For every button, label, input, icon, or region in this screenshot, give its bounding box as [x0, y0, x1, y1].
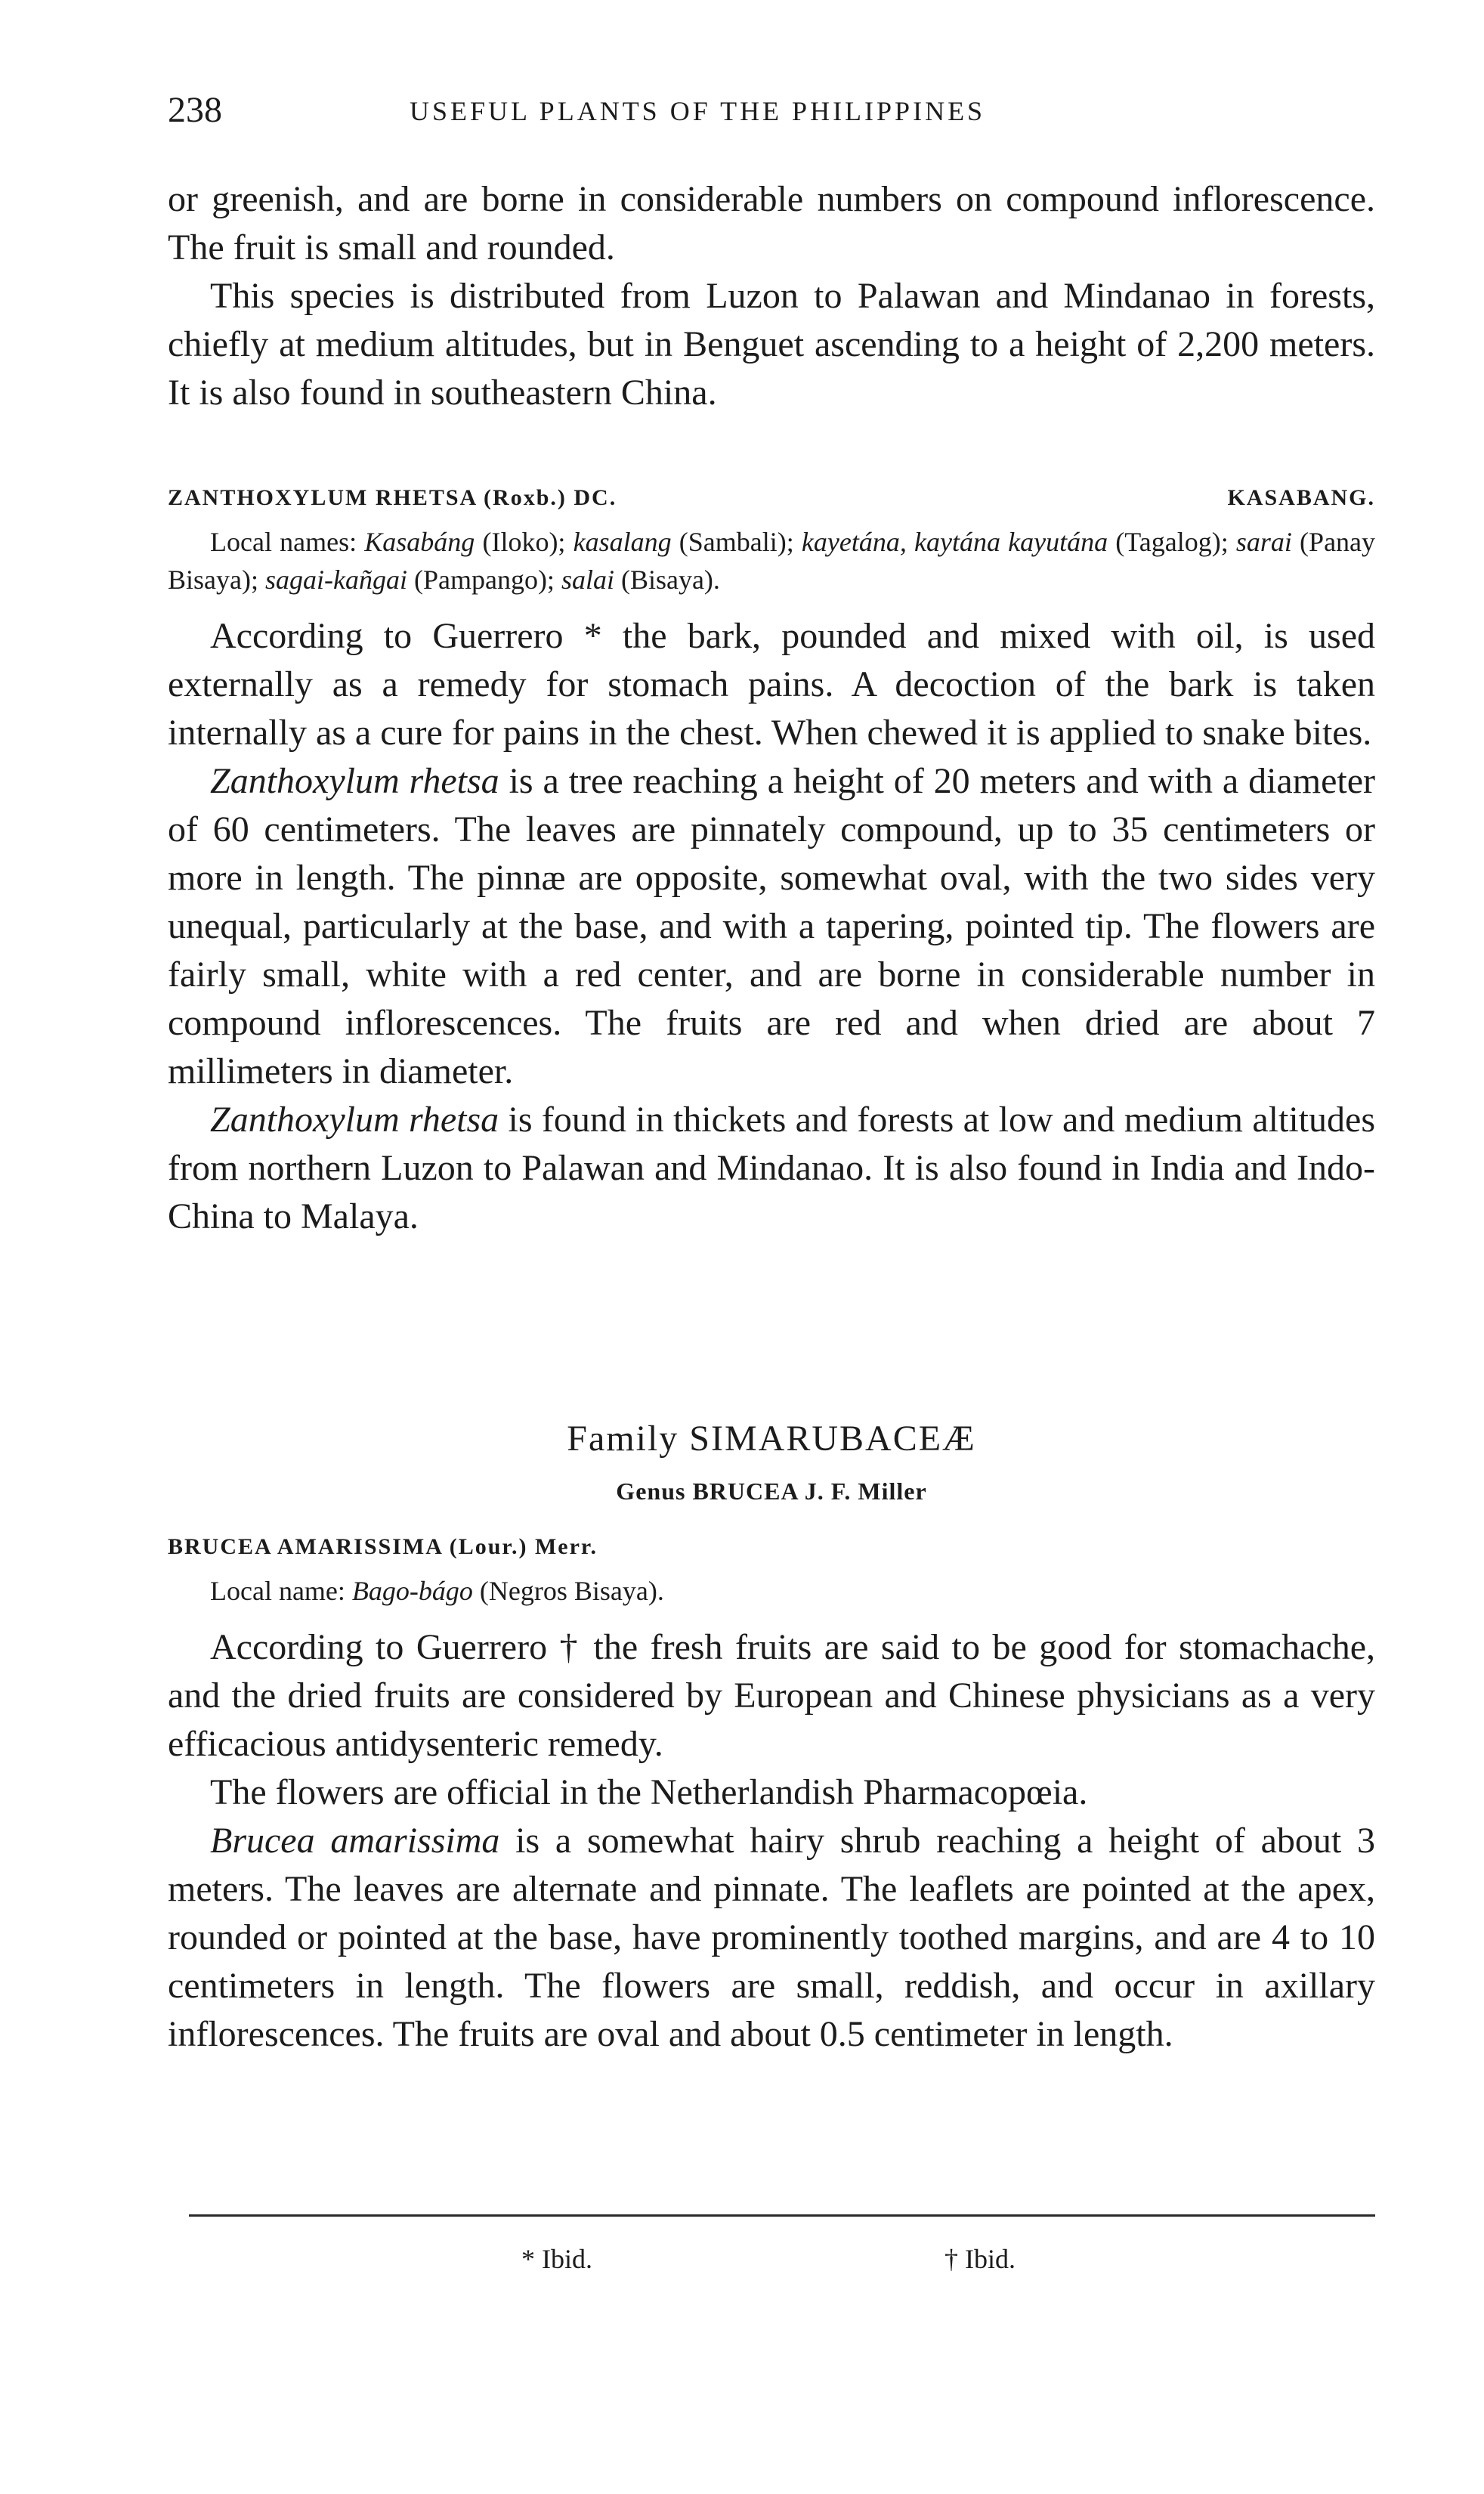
- paragraph: [168, 757, 1375, 1096]
- local-names: [168, 1572, 1375, 1610]
- language: (Negros Bisaya).: [472, 1576, 664, 1606]
- zanthoxylum-section: [168, 485, 1375, 1241]
- continuation-section: [168, 175, 1375, 417]
- language: (Bisaya).: [614, 565, 720, 595]
- language: (Tagalog);: [1108, 527, 1236, 557]
- local-name: kasalang: [573, 527, 672, 557]
- local-name: salai: [561, 565, 614, 595]
- running-title: USEFUL PLANTS OF THE PHILIPPINES: [410, 96, 986, 126]
- species-italic: Zanthoxylum rhetsa: [210, 1100, 499, 1140]
- footnote: † Ibid.: [945, 2244, 1016, 2274]
- language: (Iloko);: [475, 527, 574, 557]
- paragraph: [168, 1817, 1375, 2059]
- paragraph: According to Guerrero † the fresh fruits are said to be good for stomachache, and the dried fruits are considered by European and Chinese physicians as a very efficacious antidysenteric remedy.: [168, 1627, 1375, 1764]
- local-name: kayetána, kaytána kayutána: [801, 527, 1108, 557]
- paragraph: or greenish, and are borne in considerable numbers on compound inflorescence. The fruit is small and rounded.: [168, 179, 1375, 268]
- brucea-section: [168, 1534, 1375, 2059]
- family-heading: Family SIMARUBACEÆ: [567, 1419, 976, 1459]
- paragraph: According to Guerrero * the bark, pounded and mixed with oil, is used externally as a remedy for stomach pains. A decoction of the bark is taken internally as a cure for pains in the chest. When chewed it is applied to snake bites.: [168, 616, 1375, 753]
- species-heading: [168, 485, 1375, 523]
- local-name: Kasabáng: [364, 527, 475, 557]
- footnote: * Ibid.: [521, 2244, 592, 2274]
- language: (Sambali);: [671, 527, 802, 557]
- common-name: KASABANG.: [1227, 485, 1375, 510]
- paragraph: This species is distributed from Luzon to Palawan and Mindanao in forests, chiefly at medium altitudes, but in Benguet ascending to a height of 2,200 meters. It is also found in southeastern China.: [168, 276, 1375, 413]
- paragraph: The flowers are official in the Netherlandish Pharmacopœia.: [210, 1772, 1088, 1812]
- paragraph-text: is found in thickets and forests at low and medium altitudes from northern Luzon to Palawan and Mindanao. It is also found in India and Indo-China to Malaya.: [168, 1100, 1376, 1236]
- page-number: 238: [168, 90, 222, 130]
- paragraph-text: is a somewhat hairy shrub reaching a height of about 3 meters. The leaves are alternate and pinnate. The leaflets are pointed at the apex, rounded or pointed at the base, have prominently toothed margins, and are 4 to 10 centimeters in length. The flowers are small, reddish, and occur in axillary inflorescences. The fruits are oval and about 0.5 centimeter in length.: [168, 1821, 1376, 2054]
- paragraph: [168, 1096, 1375, 1241]
- footnote-divider: [189, 2214, 1375, 2217]
- species-heading: [168, 1534, 1375, 1572]
- language: (Pampango);: [407, 565, 561, 595]
- paragraph-text: is a tree reaching a height of 20 meters and with a diameter of 60 centimeters. The leaves are pinnately compound, up to 35 centimeters or more in length. The pinnæ are opposite, somewhat oval, with the two sides very unequal, particularly at the base, and with a tapering, pointed tip. The flowers are fairly small, white with a red center, and are borne in considerable number in compound inflorescences. The fruits are red and when dried are about 7 millimeters in diameter.: [168, 761, 1376, 1091]
- language: (Panay Bisaya);: [168, 527, 1376, 595]
- local-names: [168, 523, 1375, 599]
- local-names-label: Local name:: [210, 1576, 352, 1606]
- local-name: Bago-bágo: [351, 1576, 473, 1606]
- species-italic: Brucea amarissima: [210, 1821, 500, 1861]
- species-name: BRUCEA AMARISSIMA (Lour.) Merr.: [168, 1534, 598, 1559]
- local-name: sarai: [1235, 527, 1292, 557]
- local-names-label: Local names:: [210, 527, 365, 557]
- local-name: sagai-kañgai: [264, 565, 407, 595]
- page-header: [168, 89, 1112, 135]
- genus-heading: Genus BRUCEA J. F. Miller: [616, 1478, 927, 1505]
- family-section: [168, 1415, 1375, 1510]
- species-name: ZANTHOXYLUM RHETSA (Roxb.) DC.: [168, 485, 617, 510]
- species-italic: Zanthoxylum rhetsa: [210, 761, 499, 801]
